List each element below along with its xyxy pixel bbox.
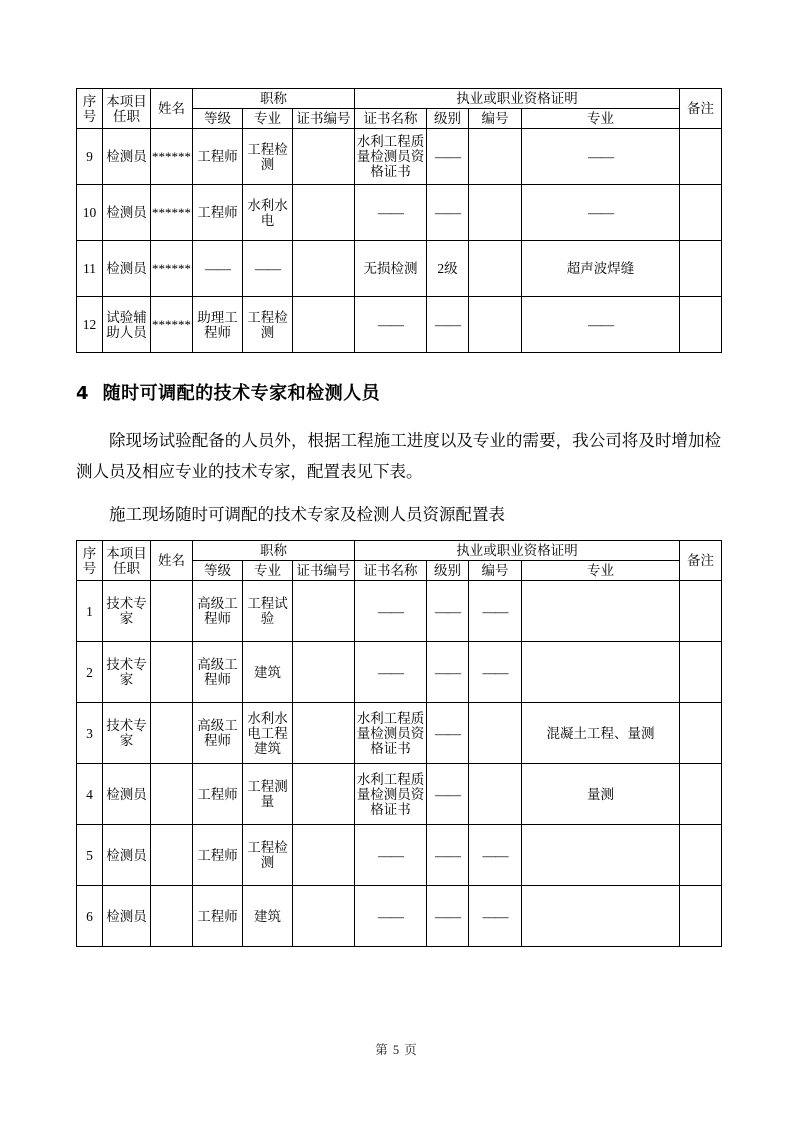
col-header-title-group: 职称 [193, 89, 355, 109]
cell-seq: 5 [77, 825, 103, 886]
empty-dash: —— [255, 261, 280, 277]
page-footer: 第 5 页 [375, 1043, 418, 1057]
empty-dash: —— [378, 847, 403, 863]
col-header-major: 专业 [243, 109, 293, 129]
cell-level [427, 581, 469, 642]
empty-dash: —— [435, 847, 460, 863]
cell-major: 水利水电 [243, 185, 293, 241]
empty-dash: —— [378, 205, 403, 221]
empty-dash: —— [588, 205, 613, 221]
cell-cert-no [293, 886, 355, 947]
cell-major: 工程测量 [243, 764, 293, 825]
cell-level [427, 642, 469, 703]
cell-remark [680, 129, 722, 185]
col-header-level: 级别 [427, 109, 469, 129]
col-header-seq: 序号 [77, 541, 103, 581]
table-row [77, 241, 722, 297]
empty-dash: —— [435, 786, 460, 802]
cell-remark [680, 297, 722, 353]
cell-cert-major [522, 297, 680, 353]
section-paragraph: 除现场试验配备的人员外，根据工程施工进度以及专业的需要，我公司将及时增加检测人员及相应专业的技术专家，配置表见下表。 [76, 431, 721, 482]
cell-name [151, 764, 193, 825]
section-title: 随时可调配的技术专家和检测人员 [102, 383, 381, 405]
empty-dash: —— [205, 261, 230, 277]
empty-dash: —— [435, 725, 460, 741]
col-header-remark: 备注 [680, 89, 722, 129]
cell-major: 工程检测 [243, 129, 293, 185]
cell-cert-major [522, 129, 680, 185]
cell-cert-major: 量测 [522, 764, 680, 825]
table-row [77, 185, 722, 241]
empty-dash: —— [435, 664, 460, 680]
cell-post: 检测员 [103, 825, 151, 886]
cell-cert-name: 水利工程质量检测员资格证书 [355, 764, 427, 825]
cell-grade: 高级工程师 [193, 642, 243, 703]
cell-number [469, 764, 522, 825]
cell-name [151, 825, 193, 886]
cell-cert-major [522, 581, 680, 642]
table-row [77, 886, 722, 947]
cell-grade: 助理工程师 [193, 297, 243, 353]
empty-dash: —— [482, 908, 508, 924]
cell-seq: 12 [77, 297, 103, 353]
cell-grade: 高级工程师 [193, 581, 243, 642]
cell-number [469, 642, 522, 703]
cell-number [469, 581, 522, 642]
empty-dash: —— [435, 205, 460, 221]
col-header-cert-no: 证书编号 [293, 109, 355, 129]
cell-cert-name [355, 886, 427, 947]
personnel-table-body [77, 129, 722, 353]
cell-number [469, 241, 522, 297]
col-header-name: 姓名 [151, 89, 193, 129]
cell-seq: 4 [77, 764, 103, 825]
cell-post: 检测员 [103, 241, 151, 297]
cell-number [469, 703, 522, 764]
cell-grade [193, 241, 243, 297]
cell-cert-no [293, 642, 355, 703]
cell-cert-major [522, 886, 680, 947]
table-row [77, 642, 722, 703]
cell-name [151, 886, 193, 947]
cell-cert-name [355, 825, 427, 886]
cell-remark [680, 581, 722, 642]
masked-name: ****** [152, 316, 191, 332]
cell-cert-major [522, 825, 680, 886]
col-header-seq: 序号 [77, 89, 103, 129]
cell-cert-major [522, 642, 680, 703]
cell-cert-major: 混凝土工程、量测 [522, 703, 680, 764]
cell-major: 建筑 [243, 886, 293, 947]
col-header-grade: 等级 [193, 109, 243, 129]
cell-level: 2级 [427, 241, 469, 297]
cell-cert-no [293, 297, 355, 353]
empty-dash: —— [588, 149, 613, 165]
cell-seq: 9 [77, 129, 103, 185]
cell-cert-no [293, 764, 355, 825]
col-header-cert-name: 证书名称 [355, 561, 427, 581]
cell-number [469, 297, 522, 353]
cell-cert-major: 超声波焊缝 [522, 241, 680, 297]
col-header-major: 专业 [243, 561, 293, 581]
cell-remark [680, 241, 722, 297]
cell-major: 建筑 [243, 642, 293, 703]
cell-grade: 工程师 [193, 886, 243, 947]
empty-dash: —— [588, 317, 613, 333]
table-row [77, 764, 722, 825]
table-row [77, 825, 722, 886]
col-header-cert-name: 证书名称 [355, 109, 427, 129]
empty-dash: —— [482, 847, 508, 863]
cell-seq: 10 [77, 185, 103, 241]
col-header-cert-major: 专业 [522, 561, 680, 581]
cell-level [427, 886, 469, 947]
empty-dash: —— [482, 664, 508, 680]
personnel-table-continued [76, 88, 722, 353]
cell-remark [680, 185, 722, 241]
page-content [76, 88, 721, 947]
cell-number [469, 185, 522, 241]
col-header-cert-major: 专业 [522, 109, 680, 129]
cell-name [151, 703, 193, 764]
col-header-title-group: 职称 [193, 541, 355, 561]
cell-cert-name [355, 581, 427, 642]
cell-remark [680, 703, 722, 764]
cell-name [151, 297, 193, 353]
table-caption: 施工现场随时可调配的技术专家及检测人员资源配置表 [109, 505, 505, 525]
empty-dash: —— [482, 603, 508, 619]
table-row [77, 129, 722, 185]
cell-major: 水利水电工程建筑 [243, 703, 293, 764]
empty-dash: —— [378, 664, 403, 680]
cell-grade: 工程师 [193, 185, 243, 241]
cell-post: 检测员 [103, 129, 151, 185]
cell-major: 工程试验 [243, 581, 293, 642]
col-header-cert-no: 证书编号 [293, 561, 355, 581]
cell-name [151, 642, 193, 703]
cell-seq: 3 [77, 703, 103, 764]
cell-seq: 6 [77, 886, 103, 947]
cell-cert-name: 水利工程质量检测员资格证书 [355, 703, 427, 764]
cell-remark [680, 886, 722, 947]
col-header-cert-group: 执业或职业资格证明 [355, 89, 680, 109]
col-header-name: 姓名 [151, 541, 193, 581]
cell-cert-no [293, 241, 355, 297]
table-header-row-top [77, 89, 722, 109]
cell-cert-no [293, 185, 355, 241]
empty-dash: —— [435, 908, 460, 924]
col-header-number: 编号 [469, 561, 522, 581]
cell-post: 检测员 [103, 185, 151, 241]
cell-remark [680, 642, 722, 703]
cell-remark [680, 825, 722, 886]
empty-dash: —— [378, 317, 403, 333]
cell-number [469, 886, 522, 947]
empty-dash: —— [435, 149, 460, 165]
cell-name [151, 185, 193, 241]
col-header-grade: 等级 [193, 561, 243, 581]
masked-name: ****** [152, 204, 191, 220]
cell-cert-name [355, 642, 427, 703]
cell-post: 技术专家 [103, 703, 151, 764]
col-header-cert-group: 执业或职业资格证明 [355, 541, 680, 561]
col-header-level: 级别 [427, 561, 469, 581]
cell-grade: 工程师 [193, 129, 243, 185]
cell-grade: 高级工程师 [193, 703, 243, 764]
cell-seq: 11 [77, 241, 103, 297]
cell-level [427, 297, 469, 353]
expert-resource-table-body [77, 581, 722, 947]
cell-level [427, 764, 469, 825]
cell-cert-no [293, 825, 355, 886]
cell-cert-no [293, 703, 355, 764]
empty-dash: —— [435, 603, 460, 619]
empty-dash: —— [435, 317, 460, 333]
section-heading [76, 379, 721, 405]
col-header-post: 本项目任职 [103, 89, 151, 129]
col-header-number: 编号 [469, 109, 522, 129]
table-row [77, 703, 722, 764]
cell-grade: 工程师 [193, 764, 243, 825]
cell-level [427, 185, 469, 241]
cell-major: 工程检测 [243, 825, 293, 886]
cell-post: 检测员 [103, 886, 151, 947]
cell-major: 工程检测 [243, 297, 293, 353]
cell-post: 技术专家 [103, 581, 151, 642]
masked-name: ****** [152, 148, 191, 164]
table-row [77, 581, 722, 642]
masked-name: ****** [152, 260, 191, 276]
empty-dash: —— [378, 908, 403, 924]
cell-post: 技术专家 [103, 642, 151, 703]
cell-major [243, 241, 293, 297]
cell-cert-name [355, 297, 427, 353]
cell-level [427, 703, 469, 764]
expert-resource-table [76, 540, 722, 947]
cell-cert-major [522, 185, 680, 241]
cell-seq: 2 [77, 642, 103, 703]
cell-number [469, 825, 522, 886]
cell-remark [680, 764, 722, 825]
cell-post: 检测员 [103, 764, 151, 825]
cell-seq: 1 [77, 581, 103, 642]
col-header-remark: 备注 [680, 541, 722, 581]
cell-level [427, 129, 469, 185]
cell-post: 试验辅助人员 [103, 297, 151, 353]
col-header-post: 本项目任职 [103, 541, 151, 581]
cell-cert-name: 水利工程质量检测员资格证书 [355, 129, 427, 185]
table-row [77, 297, 722, 353]
section-number: 4 [76, 383, 90, 405]
cell-grade: 工程师 [193, 825, 243, 886]
cell-cert-no [293, 129, 355, 185]
empty-dash: —— [378, 603, 403, 619]
cell-level [427, 825, 469, 886]
cell-name [151, 581, 193, 642]
cell-number [469, 129, 522, 185]
cell-cert-name [355, 185, 427, 241]
table2-header-row-top [77, 541, 722, 561]
cell-cert-no [293, 581, 355, 642]
cell-cert-name: 无损检测 [355, 241, 427, 297]
cell-name [151, 241, 193, 297]
cell-name [151, 129, 193, 185]
